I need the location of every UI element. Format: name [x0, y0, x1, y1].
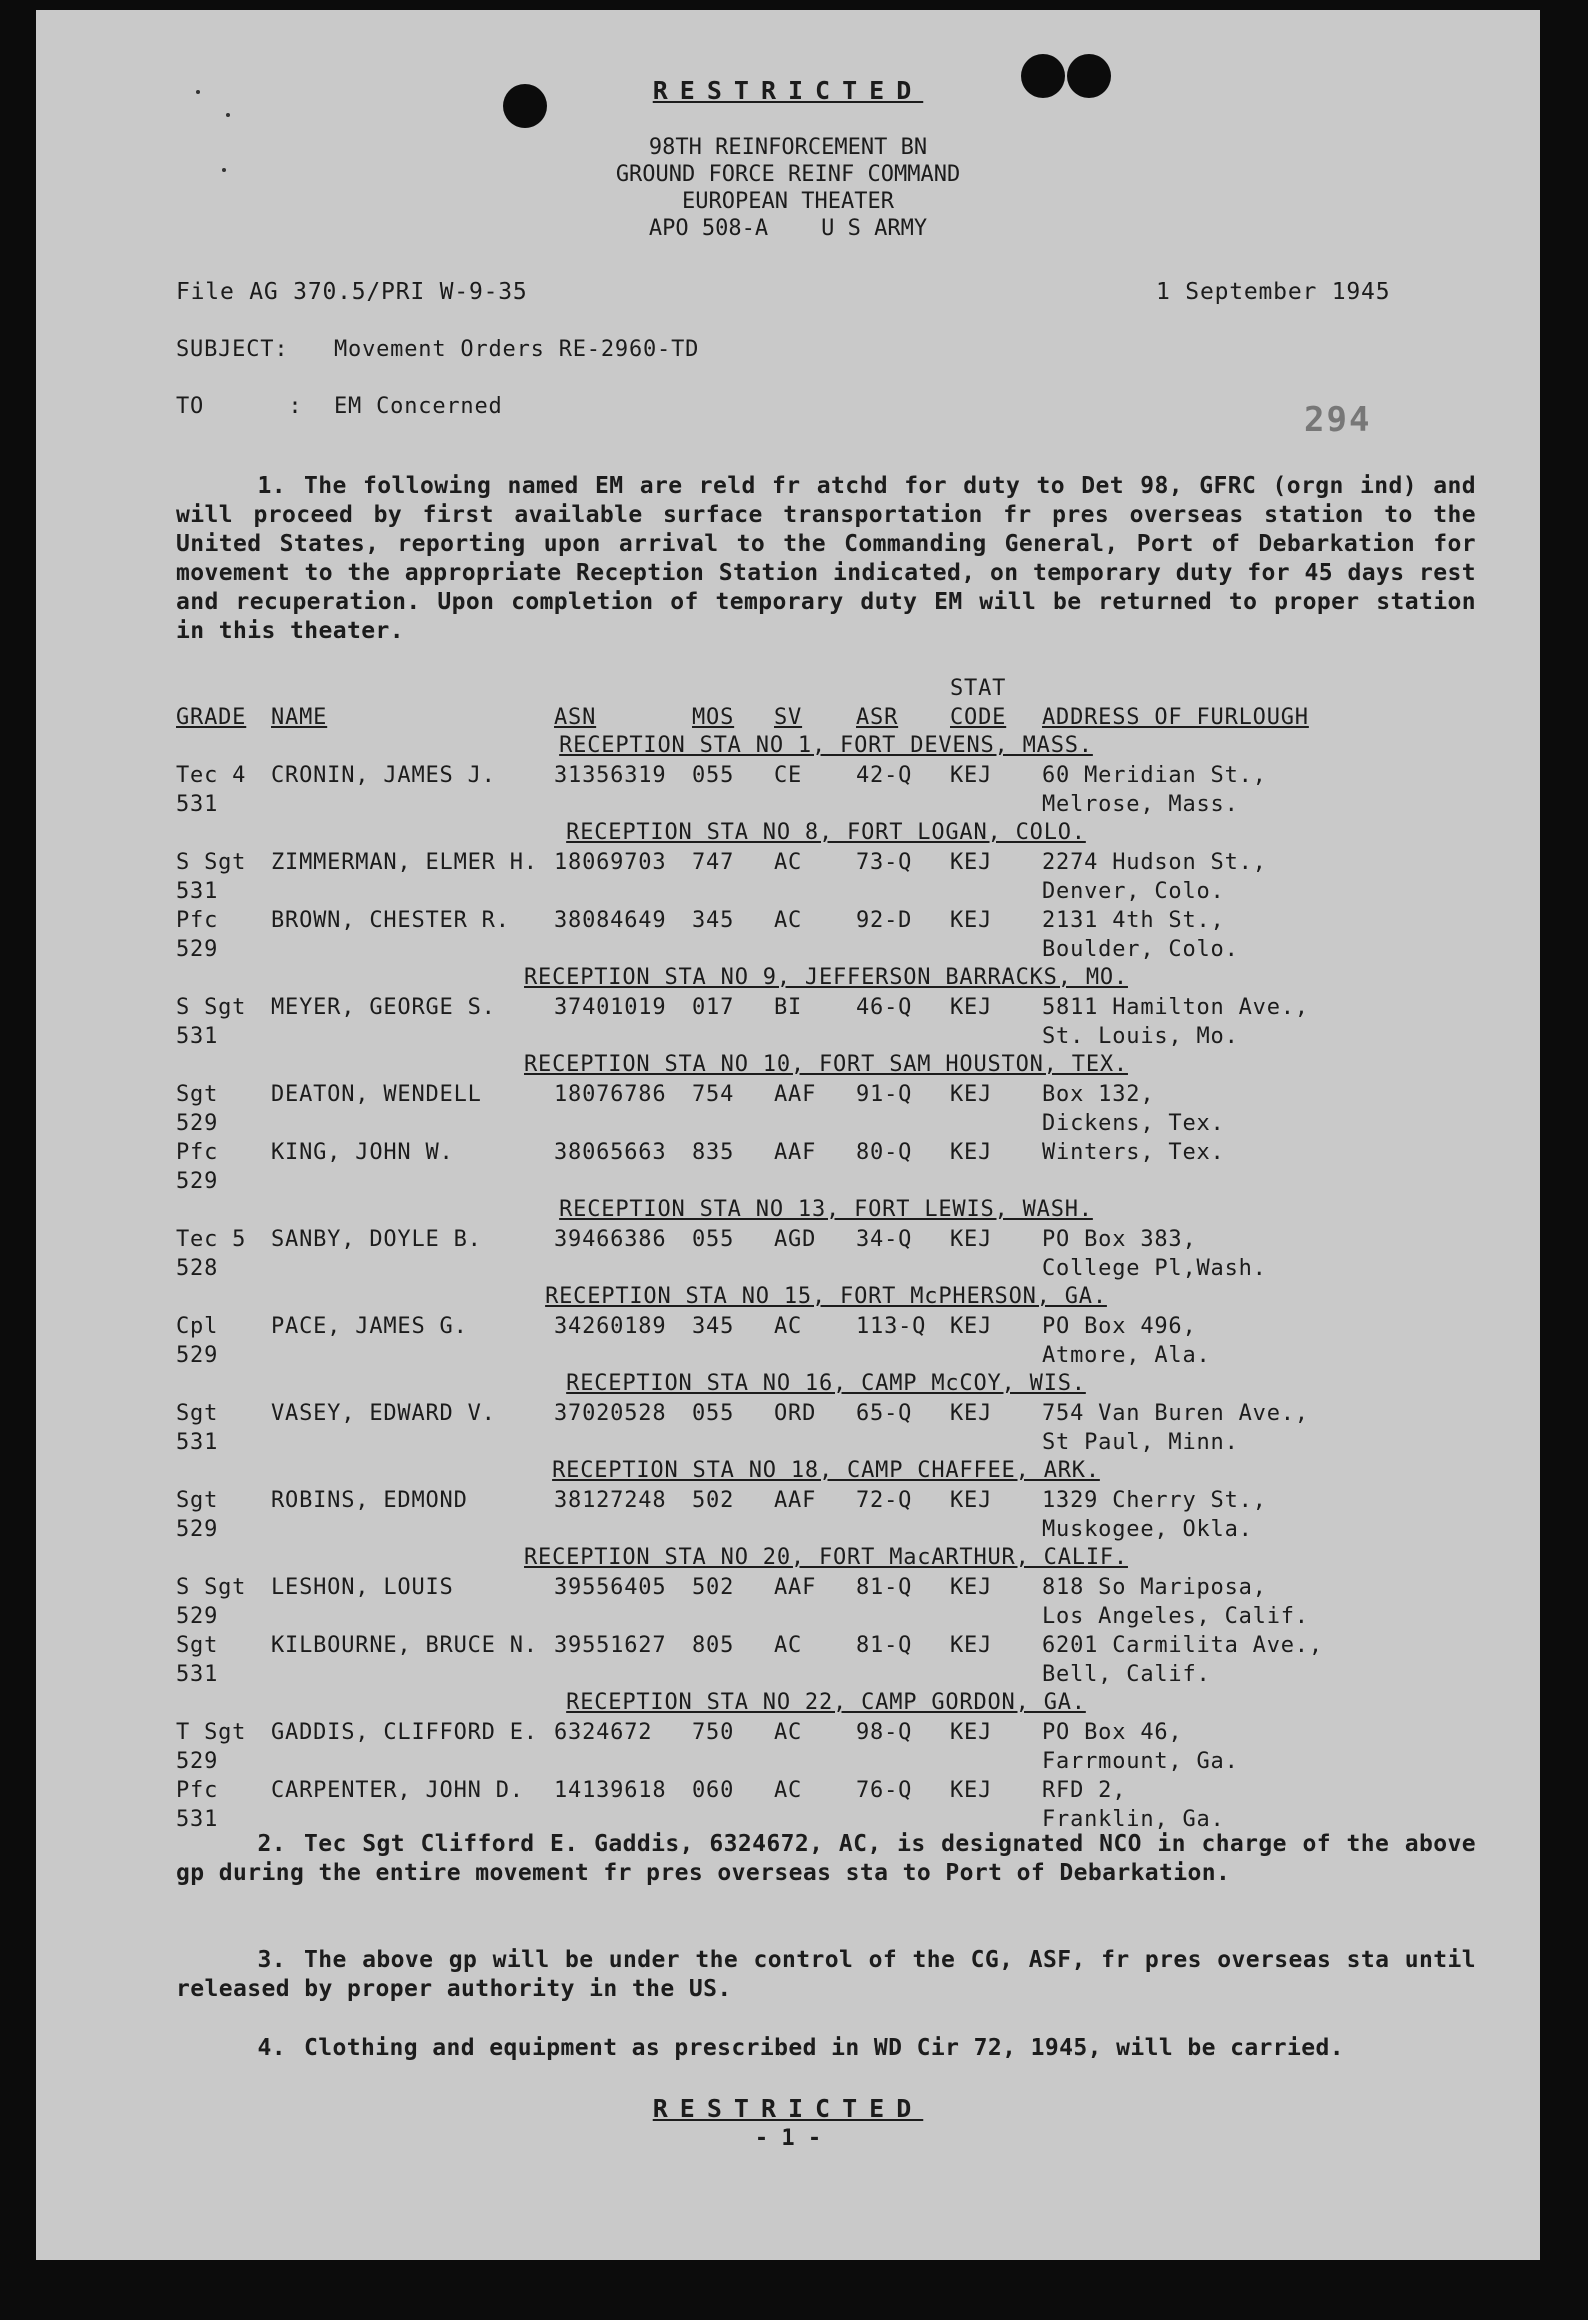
paragraph-1 [176, 472, 1476, 646]
col-asn: ASN [554, 705, 597, 730]
cell-mos: 345 [692, 908, 735, 933]
cell-sv: AC [774, 1720, 803, 1745]
unit-line-4: APO 508-A U S ARMY [648, 216, 928, 241]
cell-addr1: 1329 Cherry St., [1042, 1488, 1267, 1513]
col-code: CODE [950, 705, 1007, 730]
cell-asn: 18076786 [554, 1082, 667, 1107]
cell-addr2: College Pl,Wash. [1042, 1256, 1267, 1281]
paragraph-number: 3. [257, 1947, 286, 1973]
cell-addr1: RFD 2, [1042, 1778, 1127, 1803]
cell-asr: 113-Q [856, 1314, 927, 1339]
cell-asr: 42-Q [856, 763, 913, 788]
cell-grade2: 529 [176, 1169, 219, 1194]
cell-grade2: 529 [176, 1517, 219, 1542]
cell-addr1: Box 132, [1042, 1082, 1155, 1107]
reception-station-heading: RECEPTION STA NO 15, FORT McPHERSON, GA. [545, 1284, 1107, 1309]
table-header [176, 674, 1476, 732]
cell-name: KING, JOHN W. [271, 1140, 454, 1165]
cell-grade: Sgt [176, 1488, 219, 1513]
handwritten-number: 294 [1304, 400, 1372, 440]
cell-code: KEJ [950, 1488, 993, 1513]
unit-line-3: EUROPEAN THEATER [682, 189, 894, 214]
paragraph-text: The following named EM are reld fr atchd for duty to Det 98, GFRC (orgn ind) and will proceed by first available surface transportation fr pres overseas station to the United States, reporting upon arrival to the Commanding General, Port of Debarkation for movement to the appropriate Reception Station indicated, on temporary duty for 45 days rest and recuperation. Upon completion of temporary duty EM will be returned to proper station in this theater. [176, 473, 1476, 644]
cell-grade: Cpl [176, 1314, 219, 1339]
cell-sv: AC [774, 908, 803, 933]
cell-code: KEJ [950, 1227, 993, 1252]
cell-addr2: Los Angeles, Calif. [1042, 1604, 1309, 1629]
cell-addr2: Muskogee, Okla. [1042, 1517, 1253, 1542]
col-name: NAME [271, 705, 328, 730]
cell-grade2: 531 [176, 879, 219, 904]
cell-code: KEJ [950, 995, 993, 1020]
document-date: 1 September 1945 [1156, 279, 1391, 305]
cell-asn: 37401019 [554, 995, 667, 1020]
cell-addr2: Franklin, Ga. [1042, 1807, 1225, 1832]
cell-addr1: Winters, Tex. [1042, 1140, 1225, 1165]
cell-asn: 31356319 [554, 763, 667, 788]
table-row [176, 1312, 1476, 1370]
cell-grade2: 529 [176, 1749, 219, 1774]
col-sv: SV [774, 705, 803, 730]
cell-addr2: Melrose, Mass. [1042, 792, 1239, 817]
cell-addr2: Atmore, Ala. [1042, 1343, 1211, 1368]
cell-name: MEYER, GEORGE S. [271, 995, 496, 1020]
paragraph-2 [176, 1830, 1476, 1888]
reception-station-heading: RECEPTION STA NO 20, FORT MacARTHUR, CALIF. [524, 1545, 1128, 1570]
table-row [176, 1631, 1476, 1689]
cell-name: CARPENTER, JOHN D. [271, 1778, 524, 1803]
table-row [176, 761, 1476, 819]
cell-mos: 055 [692, 1227, 735, 1252]
cell-grade2: 529 [176, 1604, 219, 1629]
cell-grade2: 531 [176, 1430, 219, 1455]
reception-station-heading: RECEPTION STA NO 22, CAMP GORDON, GA. [566, 1690, 1086, 1715]
table-row [176, 1138, 1476, 1196]
cell-asn: 39551627 [554, 1633, 667, 1658]
cell-grade2: 531 [176, 792, 219, 817]
cell-grade2: 531 [176, 1024, 219, 1049]
table-body [176, 732, 1476, 1834]
cell-name: GADDIS, CLIFFORD E. [271, 1720, 538, 1745]
table-row [176, 993, 1476, 1051]
cell-addr1: 2274 Hudson St., [1042, 850, 1267, 875]
table-row [176, 1080, 1476, 1138]
cell-grade2: 531 [176, 1662, 219, 1687]
cell-addr2: Boulder, Colo. [1042, 937, 1239, 962]
cell-asr: 91-Q [856, 1082, 913, 1107]
unit-line-2: GROUND FORCE REINF COMMAND [615, 162, 961, 187]
cell-name: LESHON, LOUIS [271, 1575, 454, 1600]
cell-addr1: 818 So Mariposa, [1042, 1575, 1267, 1600]
cell-grade2: 529 [176, 937, 219, 962]
cell-code: KEJ [950, 1575, 993, 1600]
personnel-table [176, 674, 1476, 1834]
cell-asr: 80-Q [856, 1140, 913, 1165]
col-stat: STAT [950, 676, 1007, 701]
paragraph-3 [176, 1946, 1476, 2004]
cell-code: KEJ [950, 1401, 993, 1426]
cell-asr: 98-Q [856, 1720, 913, 1745]
cell-mos: 747 [692, 850, 735, 875]
table-row [176, 848, 1476, 906]
cell-grade: Pfc [176, 1778, 219, 1803]
paragraph-number: 4. [257, 2035, 286, 2061]
ink-speck [226, 113, 230, 117]
cell-addr1: 60 Meridian St., [1042, 763, 1267, 788]
cell-asn: 18069703 [554, 850, 667, 875]
col-asr: ASR [856, 705, 899, 730]
reception-station-heading: RECEPTION STA NO 18, CAMP CHAFFEE, ARK. [552, 1458, 1100, 1483]
table-row [176, 1776, 1476, 1834]
cell-addr1: 6201 Carmilita Ave., [1042, 1633, 1323, 1658]
cell-asr: 92-D [856, 908, 913, 933]
cell-grade: Tec 5 [176, 1227, 247, 1252]
cell-sv: AAF [774, 1082, 817, 1107]
cell-grade: S Sgt [176, 1575, 247, 1600]
table-row [176, 1486, 1476, 1544]
to-label: TO : [176, 394, 303, 419]
cell-addr1: 2131 4th St., [1042, 908, 1225, 933]
cell-mos: 055 [692, 1401, 735, 1426]
cell-asn: 6324672 [554, 1720, 653, 1745]
subject-text: Movement Orders RE-2960-TD [334, 337, 700, 362]
reception-station-heading: RECEPTION STA NO 13, FORT LEWIS, WASH. [559, 1197, 1093, 1222]
cell-addr1: 754 Van Buren Ave., [1042, 1401, 1309, 1426]
paragraph-number: 2. [257, 1831, 286, 1857]
cell-grade2: 529 [176, 1111, 219, 1136]
cell-mos: 835 [692, 1140, 735, 1165]
cell-asn: 39556405 [554, 1575, 667, 1600]
cell-name: SANBY, DOYLE B. [271, 1227, 482, 1252]
cell-name: ROBINS, EDMOND [271, 1488, 468, 1513]
paragraph-4 [176, 2034, 1476, 2063]
page-number: - 1 - [754, 2126, 822, 2151]
cell-grade: Sgt [176, 1082, 219, 1107]
cell-sv: ORD [774, 1401, 817, 1426]
col-grade: GRADE [176, 705, 247, 730]
paragraph-text: Tec Sgt Clifford E. Gaddis, 6324672, AC, is designated NCO in charge of the above gp during the entire movement fr pres overseas sta to Port of Debarkation. [176, 1831, 1476, 1886]
cell-addr2: St. Louis, Mo. [1042, 1024, 1239, 1049]
cell-sv: AAF [774, 1575, 817, 1600]
cell-name: VASEY, EDWARD V. [271, 1401, 496, 1426]
cell-grade: S Sgt [176, 995, 247, 1020]
cell-asr: 46-Q [856, 995, 913, 1020]
cell-name: ZIMMERMAN, ELMER H. [271, 850, 538, 875]
cell-code: KEJ [950, 1720, 993, 1745]
paragraph-text: The above gp will be under the control of the CG, ASF, fr pres overseas sta until released by proper authority in the US. [176, 1947, 1476, 2002]
reception-station-heading: RECEPTION STA NO 8, FORT LOGAN, COLO. [566, 820, 1086, 845]
cell-addr1: PO Box 496, [1042, 1314, 1197, 1339]
cell-mos: 060 [692, 1778, 735, 1803]
cell-code: KEJ [950, 850, 993, 875]
cell-asn: 39466386 [554, 1227, 667, 1252]
cell-mos: 055 [692, 763, 735, 788]
reception-station-heading: RECEPTION STA NO 1, FORT DEVENS, MASS. [559, 733, 1093, 758]
cell-sv: AC [774, 1778, 803, 1803]
table-row [176, 1225, 1476, 1283]
cell-mos: 750 [692, 1720, 735, 1745]
cell-asr: 72-Q [856, 1488, 913, 1513]
cell-asr: 81-Q [856, 1575, 913, 1600]
cell-grade: Sgt [176, 1401, 219, 1426]
cell-sv: BI [774, 995, 803, 1020]
cell-asn: 38065663 [554, 1140, 667, 1165]
reception-station-heading: RECEPTION STA NO 9, JEFFERSON BARRACKS, MO. [524, 965, 1128, 990]
cell-name: DEATON, WENDELL [271, 1082, 482, 1107]
cell-grade: Pfc [176, 1140, 219, 1165]
cell-addr2: Dickens, Tex. [1042, 1111, 1225, 1136]
cell-addr2: Farrmount, Ga. [1042, 1749, 1239, 1774]
unit-line-1: 98TH REINFORCEMENT BN [648, 135, 928, 160]
cell-mos: 754 [692, 1082, 735, 1107]
cell-sv: AGD [774, 1227, 817, 1252]
cell-grade: Sgt [176, 1633, 219, 1658]
cell-mos: 017 [692, 995, 735, 1020]
cell-asn: 34260189 [554, 1314, 667, 1339]
subject-label: SUBJECT: [176, 337, 289, 362]
cell-sv: AAF [774, 1140, 817, 1165]
paragraph-text: Clothing and equipment as prescribed in WD Cir 72, 1945, will be carried. [304, 2035, 1345, 2061]
table-row [176, 1718, 1476, 1776]
col-address: ADDRESS OF FURLOUGH [1042, 705, 1309, 730]
table-row [176, 906, 1476, 964]
reception-station-heading: RECEPTION STA NO 16, CAMP McCOY, WIS. [566, 1371, 1086, 1396]
cell-mos: 502 [692, 1488, 735, 1513]
cell-code: KEJ [950, 1633, 993, 1658]
cell-asr: 76-Q [856, 1778, 913, 1803]
cell-sv: AAF [774, 1488, 817, 1513]
table-row [176, 1399, 1476, 1457]
cell-grade: Pfc [176, 908, 219, 933]
cell-sv: AC [774, 850, 803, 875]
cell-code: KEJ [950, 1314, 993, 1339]
classification-footer: RESTRICTED [652, 2094, 924, 2123]
cell-sv: AC [774, 1633, 803, 1658]
cell-mos: 345 [692, 1314, 735, 1339]
cell-mos: 805 [692, 1633, 735, 1658]
cell-asn: 37020528 [554, 1401, 667, 1426]
cell-sv: CE [774, 763, 803, 788]
cell-asn: 14139618 [554, 1778, 667, 1803]
cell-addr2: Denver, Colo. [1042, 879, 1225, 904]
to-text: EM Concerned [334, 394, 503, 419]
cell-name: CRONIN, JAMES J. [271, 763, 496, 788]
cell-asn: 38127248 [554, 1488, 667, 1513]
paragraph-number: 1. [257, 473, 286, 499]
document-page [36, 10, 1540, 2260]
cell-asr: 65-Q [856, 1401, 913, 1426]
cell-name: PACE, JAMES G. [271, 1314, 468, 1339]
cell-asr: 73-Q [856, 850, 913, 875]
cell-sv: AC [774, 1314, 803, 1339]
table-row [176, 1573, 1476, 1631]
cell-addr1: PO Box 383, [1042, 1227, 1197, 1252]
cell-grade: Tec 4 [176, 763, 247, 788]
cell-asr: 81-Q [856, 1633, 913, 1658]
cell-grade: T Sgt [176, 1720, 247, 1745]
cell-grade2: 528 [176, 1256, 219, 1281]
cell-code: KEJ [950, 763, 993, 788]
cell-code: KEJ [950, 1778, 993, 1803]
classification-header: RESTRICTED [652, 76, 924, 105]
cell-addr2: St Paul, Minn. [1042, 1430, 1239, 1455]
cell-addr1: PO Box 46, [1042, 1720, 1183, 1745]
cell-name: BROWN, CHESTER R. [271, 908, 510, 933]
cell-mos: 502 [692, 1575, 735, 1600]
cell-grade2: 529 [176, 1343, 219, 1368]
cell-grade2: 531 [176, 1807, 219, 1832]
cell-grade: S Sgt [176, 850, 247, 875]
cell-asr: 34-Q [856, 1227, 913, 1252]
file-reference: File AG 370.5/PRI W-9-35 [176, 279, 528, 305]
cell-asn: 38084649 [554, 908, 667, 933]
col-mos: MOS [692, 705, 735, 730]
cell-code: KEJ [950, 1082, 993, 1107]
cell-code: KEJ [950, 1140, 993, 1165]
cell-addr1: 5811 Hamilton Ave., [1042, 995, 1309, 1020]
cell-code: KEJ [950, 908, 993, 933]
cell-name: KILBOURNE, BRUCE N. [271, 1633, 538, 1658]
cell-addr2: Bell, Calif. [1042, 1662, 1211, 1687]
reception-station-heading: RECEPTION STA NO 10, FORT SAM HOUSTON, TEX. [524, 1052, 1128, 1077]
